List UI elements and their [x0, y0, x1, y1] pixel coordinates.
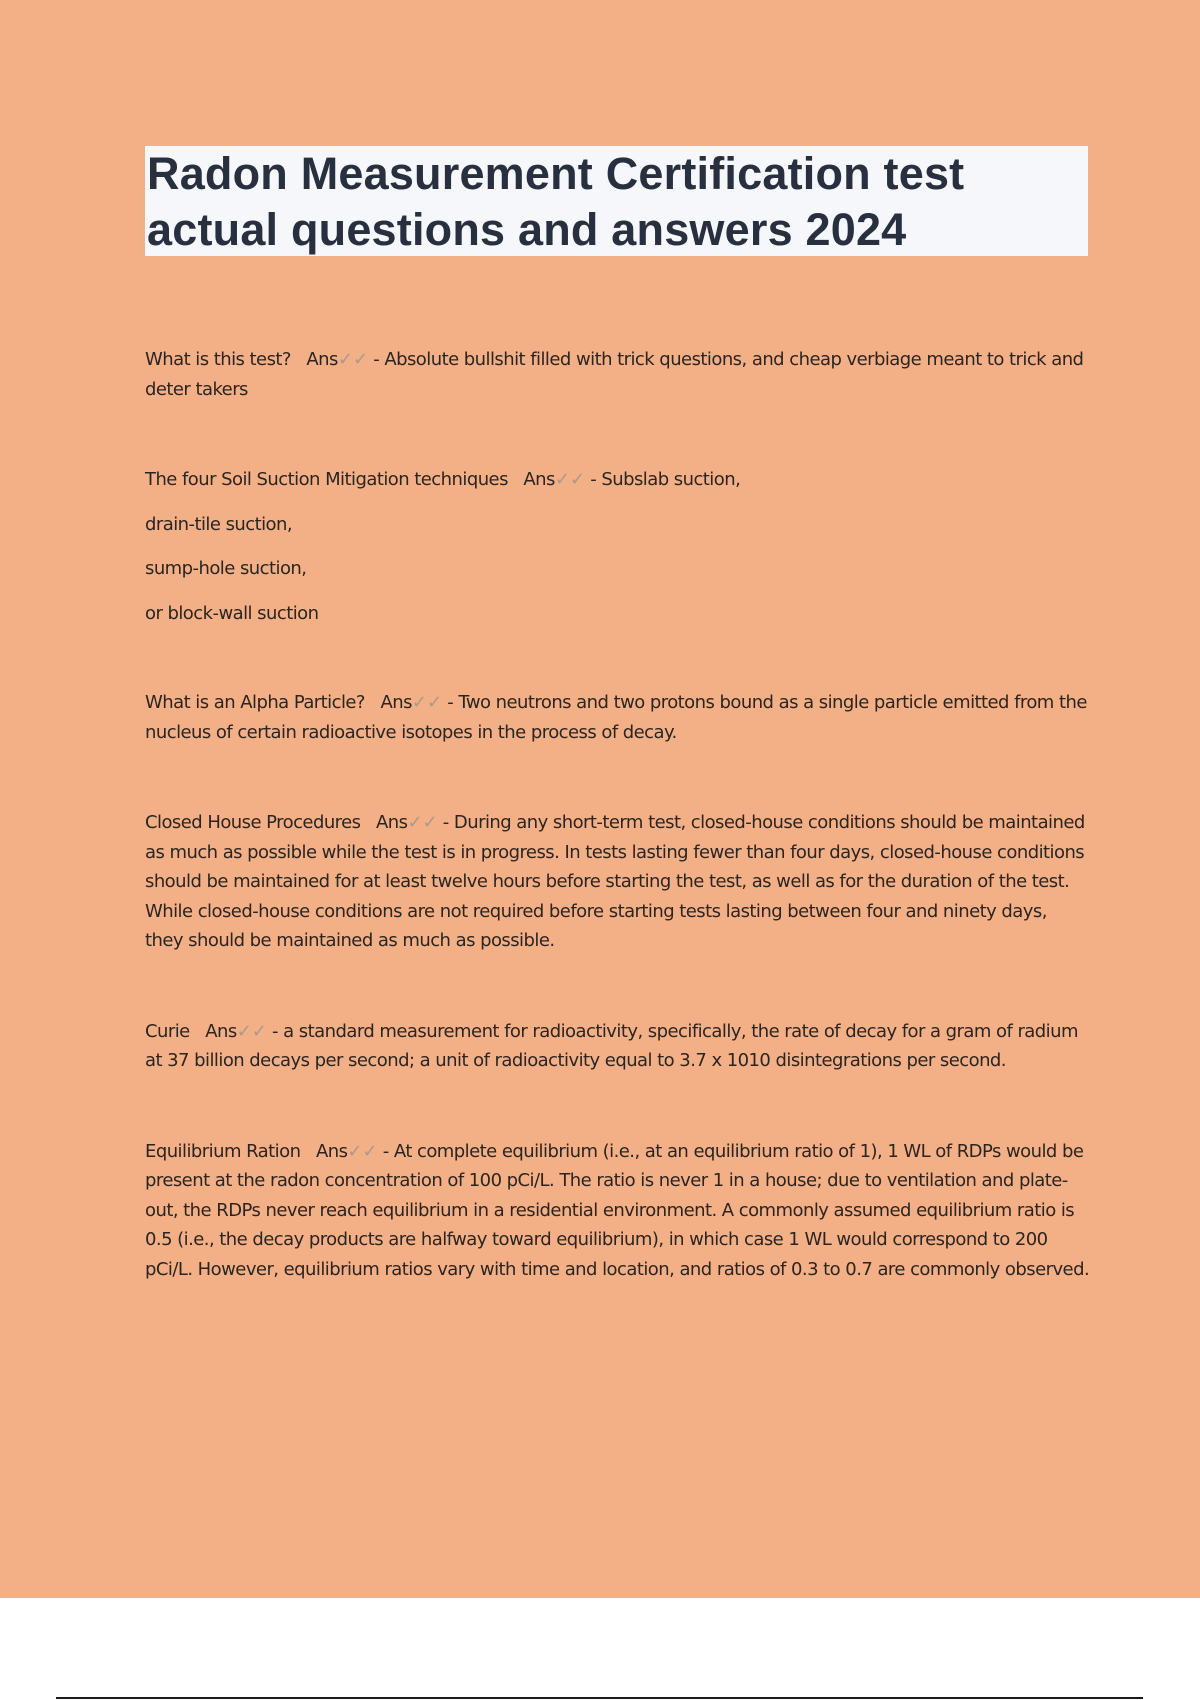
title-line-1: Radon Measurement Certification test [147, 148, 965, 199]
qa-item [145, 345, 1090, 404]
answer-text: Subslab suction, [601, 469, 741, 490]
question-text: Equilibrium Ration [145, 1140, 301, 1162]
question-text: What is this test? [145, 349, 291, 370]
question-text: Curie [145, 1020, 190, 1042]
separator: - [442, 692, 459, 713]
title-block [145, 146, 1088, 256]
separator: - [437, 812, 454, 833]
answer-marker: Ans [523, 469, 555, 490]
separator: - [585, 469, 602, 490]
checkmark-icon: ✓✓ [337, 349, 369, 370]
answer-marker: Ans [315, 1140, 348, 1162]
checkmark-icon: ✓✓ [411, 692, 443, 713]
answer-list-line: or block-wall suction [145, 602, 319, 624]
answer-marker: Ans [306, 349, 338, 370]
separator: - [368, 349, 385, 370]
answer-marker: Ans [376, 812, 408, 833]
qa-item [145, 688, 1090, 747]
answer-text: Absolute bullshit filled with trick questions, and cheap verbiage meant to trick and deter takers [145, 349, 1084, 400]
answer-text: At complete equilibrium (i.e., at an equilibrium ratio of 1), 1 WL of RDPs would be present at the radon concentration of 100 pCi/L. The ratio is never 1 in a house; due to ventilation and plate-out, the RDPs never reach equilibrium in a residential environment. A commonly assumed equilibrium ratio is 0.5 (i.e., the decay products are halfway toward equilibrium), in which case 1 WL would correspond to 200 pCi/L. However, equilibrium ratios vary with time and location, and ratios of 0.3 to 0.7 are commonly observed. [145, 1140, 1090, 1280]
answer-list-line: drain-tile suction, [145, 513, 293, 535]
checkmark-icon: ✓✓ [554, 469, 586, 490]
checkmark-icon: ✓✓ [347, 1140, 378, 1162]
qa-item [145, 1137, 1090, 1285]
answer-marker: Ans [205, 1020, 237, 1042]
checkmark-icon: ✓✓ [236, 1020, 267, 1042]
document-title [147, 146, 1086, 258]
answer-text: Two neutrons and two protons bound as a single particle emitted from the nucleus of certain radioactive isotopes in the process of decay. [145, 692, 1087, 743]
title-line-2: actual questions and answers 2024 [147, 204, 907, 255]
answer-marker: Ans [380, 692, 412, 713]
question-text: The four Soil Suction Mitigation techniques [145, 469, 508, 490]
answer-list-line: sump-hole suction, [145, 558, 307, 579]
separator: - [377, 1140, 394, 1162]
checkmark-icon: ✓✓ [407, 812, 438, 833]
footer-divider [56, 1697, 1143, 1699]
qa-item [145, 808, 1090, 956]
question-text: Closed House Procedures [145, 812, 361, 833]
question-text: What is an Alpha Particle? [145, 692, 365, 713]
qa-item [145, 1017, 1090, 1076]
answer-text: During any short-term test, closed-house conditions should be maintained as much as possible while the test is in progress. In tests lasting fewer than four days, closed-house conditions should be maintained for at least twelve hours before starting the test, as well as for the duration of the test. While closed-house conditions are not required before starting tests lasting between four and ninety days, they should be maintained as much as possible. [145, 812, 1085, 951]
separator: - [266, 1020, 284, 1042]
qa-list [145, 345, 1090, 1284]
answer-text: a standard measurement for radioactivity, specifically, the rate of decay for a gram of radium at 37 billion decays per second; a unit of radioactivity equal to 3.7 x 1010 disintegrations per second. [145, 1020, 1078, 1071]
qa-item [145, 465, 1090, 628]
